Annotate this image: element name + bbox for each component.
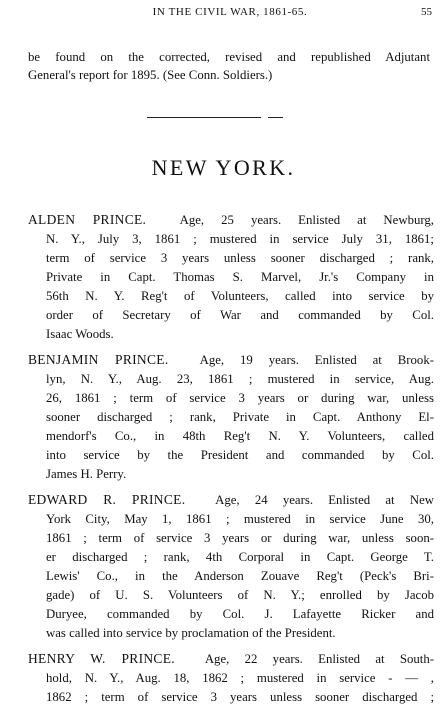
entry-line: gade) of U. S. Volunteers of N. Y.; enrolled by Jacob bbox=[46, 588, 434, 602]
soldier-entries bbox=[28, 210, 434, 713]
entry-line: sooner discharged ; rank, Private in Capt. Anthony El- bbox=[46, 410, 434, 424]
entry-first-line bbox=[28, 649, 434, 669]
divider-rule bbox=[147, 117, 261, 118]
entry-line-text: Age, 19 years. Enlisted at Brook- bbox=[199, 353, 434, 367]
entry-line: N. Y., July 3, 1861 ; mustered in service July 31, 1861; bbox=[46, 232, 434, 246]
intro-paragraph bbox=[28, 48, 430, 84]
entry-line-text: Age, 22 years. Enlisted at South- bbox=[204, 652, 434, 666]
running-head bbox=[28, 6, 432, 22]
entry-line: Isaac Woods. bbox=[46, 327, 114, 341]
divider-rule bbox=[268, 117, 283, 118]
running-title: IN THE CIVIL WAR, 1861-65. bbox=[152, 6, 308, 18]
entry-line: James H. Perry. bbox=[46, 467, 127, 481]
soldier-name: BENJAMIN PRINCE. bbox=[28, 352, 169, 367]
soldier-name: HENRY W. PRINCE. bbox=[28, 651, 175, 666]
entry-line: mendorf's Co., in 48th Reg't N. Y. Volunteers, called bbox=[46, 429, 434, 443]
entry-line: Duryee, commanded by Col. J. Lafayette Ricker and bbox=[46, 607, 434, 621]
soldier-entry bbox=[28, 210, 434, 344]
intro-line: be found on the corrected, revised and republished Adjutant bbox=[28, 50, 430, 64]
soldier-name: EDWARD R. PRINCE. bbox=[28, 492, 186, 507]
entry-first-line bbox=[28, 210, 434, 230]
entry-line: hold, N. Y., Aug. 18, 1862 ; mustered in service - — , bbox=[46, 671, 434, 685]
entry-line-text: Age, 24 years. Enlisted at New bbox=[215, 493, 434, 507]
entry-line: 1862 ; term of service 3 years unless sooner discharged ; bbox=[46, 690, 434, 704]
entry-first-line bbox=[28, 350, 434, 370]
soldier-entry bbox=[28, 649, 434, 707]
soldier-entry bbox=[28, 490, 434, 643]
section-heading: NEW YORK. bbox=[151, 155, 296, 180]
soldier-name: ALDEN PRINCE. bbox=[28, 212, 147, 227]
entry-line: lyn, N. Y., Aug. 23, 1861 ; mustered in service, Aug. bbox=[46, 372, 434, 386]
entry-line-text: Age, 25 years. Enlisted at Newburg, bbox=[179, 213, 434, 227]
entry-line: into service by the President and commanded by Col. bbox=[46, 448, 434, 462]
intro-line: General's report for 1895. (See Conn. Soldiers.) bbox=[28, 68, 273, 82]
entry-line: er discharged ; rank, 4th Corporal in Capt. George T. bbox=[46, 550, 434, 564]
section-divider bbox=[147, 117, 283, 118]
entry-line: order of Secretary of War and commanded by Col. bbox=[46, 308, 434, 322]
entry-line: Lewis' Co., in the Anderson Zouave Reg't (Peck's Bri- bbox=[46, 569, 434, 583]
entry-line: Private in Capt. Thomas S. Marvel, Jr.'s Company in bbox=[46, 270, 434, 284]
soldier-entry bbox=[28, 350, 434, 484]
entry-line: term of service 3 years unless sooner discharged ; rank, bbox=[46, 251, 434, 265]
entry-line: 26, 1861 ; term of service 3 years or during war, unless bbox=[46, 391, 434, 405]
page-number: 55 bbox=[421, 6, 432, 18]
entry-line: 1861 ; term of service 3 years or during war, unless soon- bbox=[46, 531, 434, 545]
entry-first-line bbox=[28, 490, 434, 510]
entry-line: York City, May 1, 1861 ; mustered in service June 30, bbox=[46, 512, 434, 526]
entry-line: was called into service by proclamation of the President. bbox=[46, 626, 336, 640]
entry-line: 56th N. Y. Reg't of Volunteers, called into service by bbox=[46, 289, 434, 303]
